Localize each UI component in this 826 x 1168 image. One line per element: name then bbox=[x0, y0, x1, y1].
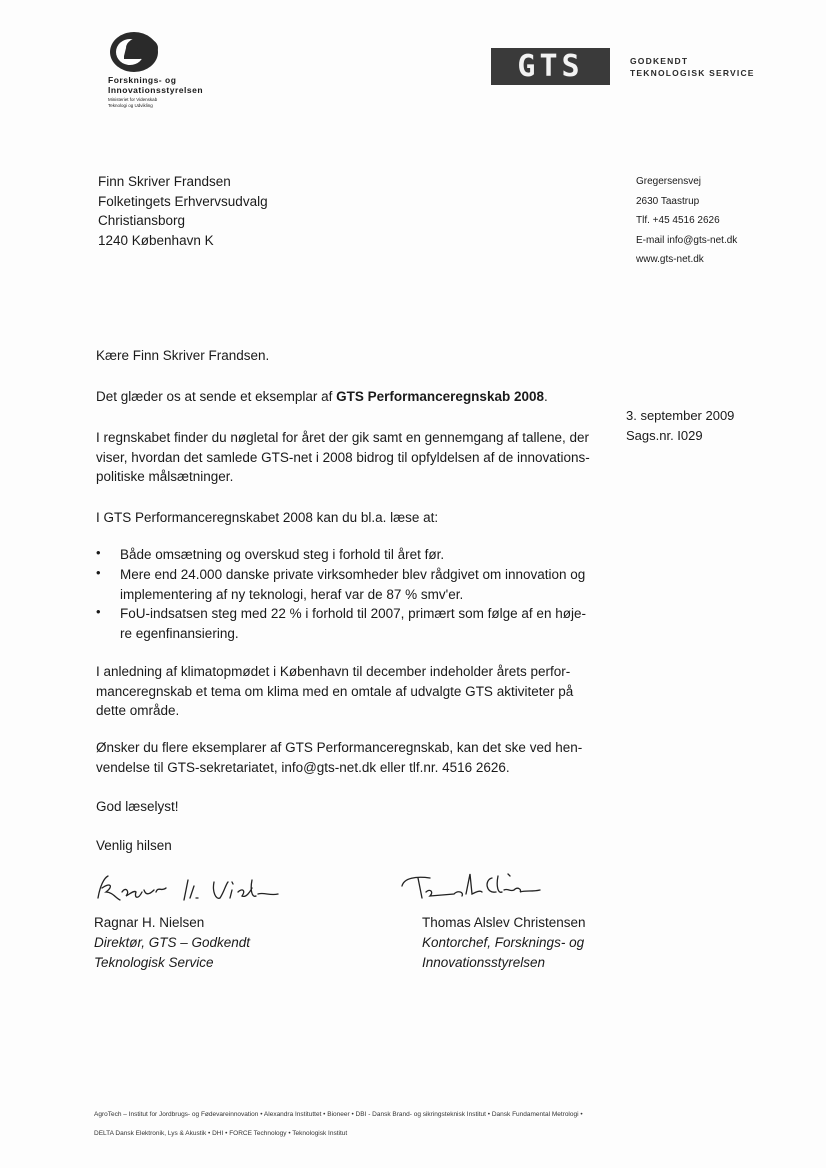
signature-right-handwriting bbox=[396, 864, 596, 906]
bullet-2-text bbox=[120, 565, 610, 604]
sender-address bbox=[636, 172, 737, 270]
paragraph-2 bbox=[96, 428, 616, 487]
ministry-name bbox=[108, 75, 248, 95]
paragraph-3: I GTS Performanceregnskabet 2008 kan du bl.a. læse at: bbox=[96, 510, 439, 525]
signatory-right-title1: Kontorchef, Forsknings- og bbox=[422, 935, 585, 950]
paragraph-5 bbox=[96, 738, 616, 777]
b2-line2: implementering af ny teknologi, heraf var de 87 % smv'er. bbox=[120, 586, 464, 602]
bullet-2-marker: • bbox=[96, 565, 101, 580]
gts-tagline bbox=[630, 55, 755, 79]
ministry-sub-line2: Teknologi og Udvikling bbox=[108, 102, 153, 108]
sender-email: E-mail info@gts-net.dk bbox=[636, 234, 738, 246]
closing-1: God læselyst! bbox=[96, 799, 179, 814]
sender-phone: Tlf. +45 4516 2626 bbox=[636, 215, 720, 226]
paragraph-1 bbox=[96, 387, 616, 407]
sender-city: 2630 Taastrup bbox=[636, 195, 700, 207]
p5-line2: vendelse til GTS-sekretariatet, info@gts-net.dk eller tlf.nr. 4516 2626. bbox=[96, 759, 510, 775]
bullet-3-marker: • bbox=[96, 604, 101, 619]
ministry-name-line2: Innovationsstyrelsen bbox=[108, 85, 204, 95]
recipient-line3: Christiansborg bbox=[98, 213, 186, 228]
sender-street: Gregersensvej bbox=[636, 176, 702, 187]
signature-right bbox=[422, 913, 586, 973]
b3-line1: FoU-indsatsen steg med 22 % i forhold til 2007, primært som følge af en høje- bbox=[120, 606, 586, 621]
ministry-subtitle bbox=[108, 97, 268, 108]
gts-tagline-line2: TEKNOLOGISK SERVICE bbox=[630, 68, 755, 78]
recipient-line2: Folketingets Erhvervsudvalg bbox=[98, 193, 268, 209]
letter-date: 3. september 2009 bbox=[626, 408, 735, 423]
footer-line1: AgroTech – Institut for Jordbrugs- og Fødevareinnovation • Alexandra Instituttet • Bioneer • DBI - Dansk Brand- og sikringsteknisk Institut • Dansk Fundamental Metrologi • bbox=[94, 1111, 583, 1118]
signatory-left-name: Ragnar H. Nielsen bbox=[94, 915, 205, 930]
signatory-right-name: Thomas Alslev Christensen bbox=[422, 915, 586, 930]
recipient-line4: 1240 København K bbox=[98, 232, 214, 248]
sender-web: www.gts-net.dk bbox=[636, 254, 704, 265]
gts-tagline-line1: GODKENDT bbox=[630, 56, 689, 66]
p1-post: . bbox=[544, 389, 548, 404]
report-title: GTS Performanceregnskab 2008 bbox=[336, 389, 544, 404]
footer-line2: DELTA Dansk Elektronik, Lys & Akustik • DHI • FORCE Technology • Teknologisk Institut bbox=[94, 1130, 348, 1137]
p2-line3: politiske målsætninger. bbox=[96, 469, 234, 484]
date-block bbox=[626, 406, 734, 445]
p4-line1: I anledning af klimatopmødet i København til december indeholder årets perfor- bbox=[96, 664, 571, 679]
ministry-name-line1: Forsknings- og bbox=[108, 75, 177, 85]
p4-line3: dette område. bbox=[96, 703, 180, 718]
recipient-address bbox=[98, 172, 268, 250]
recipient-name: Finn Skriver Frandsen bbox=[98, 174, 231, 189]
b3-line2: re egenfinansiering. bbox=[120, 625, 239, 641]
signatory-right-title2: Innovationsstyrelsen bbox=[422, 955, 546, 970]
p1-pre: Det glæder os at sende et eksemplar af bbox=[96, 389, 337, 404]
bullet-3-text bbox=[120, 604, 610, 643]
closing-2: Venlig hilsen bbox=[96, 838, 172, 853]
b2-line1: Mere end 24.000 danske private virksomheder blev rådgivet om innovation og bbox=[120, 567, 586, 582]
ministry-sub-line1: Ministeriet for Videnskab bbox=[108, 97, 158, 102]
signature-left-handwriting bbox=[92, 868, 292, 910]
bullet-1-text: Både omsætning og overskud steg i forhold til året før. bbox=[120, 547, 445, 562]
bullet-1-marker: • bbox=[96, 545, 101, 560]
ministry-crown-emblem-icon bbox=[108, 30, 160, 74]
p2-line1: I regnskabet finder du nøgletal for året der gik samt en gennemgang af tallene, der bbox=[96, 430, 590, 445]
case-number: Sags.nr. I029 bbox=[626, 427, 703, 443]
salutation: Kære Finn Skriver Frandsen. bbox=[96, 348, 270, 363]
gts-logo-text: GTS bbox=[517, 49, 584, 84]
signatory-left-title2: Teknologisk Service bbox=[94, 955, 214, 970]
p4-line2: manceregnskab et tema om klima med en omtale af udvalgte GTS aktiviteter på bbox=[96, 683, 574, 699]
ministry-logo bbox=[108, 30, 268, 108]
p5-line1: Ønsker du flere eksemplarer af GTS Performanceregnskab, kan det ske ved hen- bbox=[96, 740, 583, 755]
signature-left bbox=[94, 913, 250, 973]
paragraph-4 bbox=[96, 662, 616, 721]
footer-institutes bbox=[94, 1105, 734, 1143]
signatory-left-title1: Direktør, GTS – Godkendt bbox=[94, 935, 251, 950]
p2-line2: viser, hvordan det samlede GTS-net i 2008 bidrog til opfyldelsen af de innovations- bbox=[96, 449, 590, 465]
